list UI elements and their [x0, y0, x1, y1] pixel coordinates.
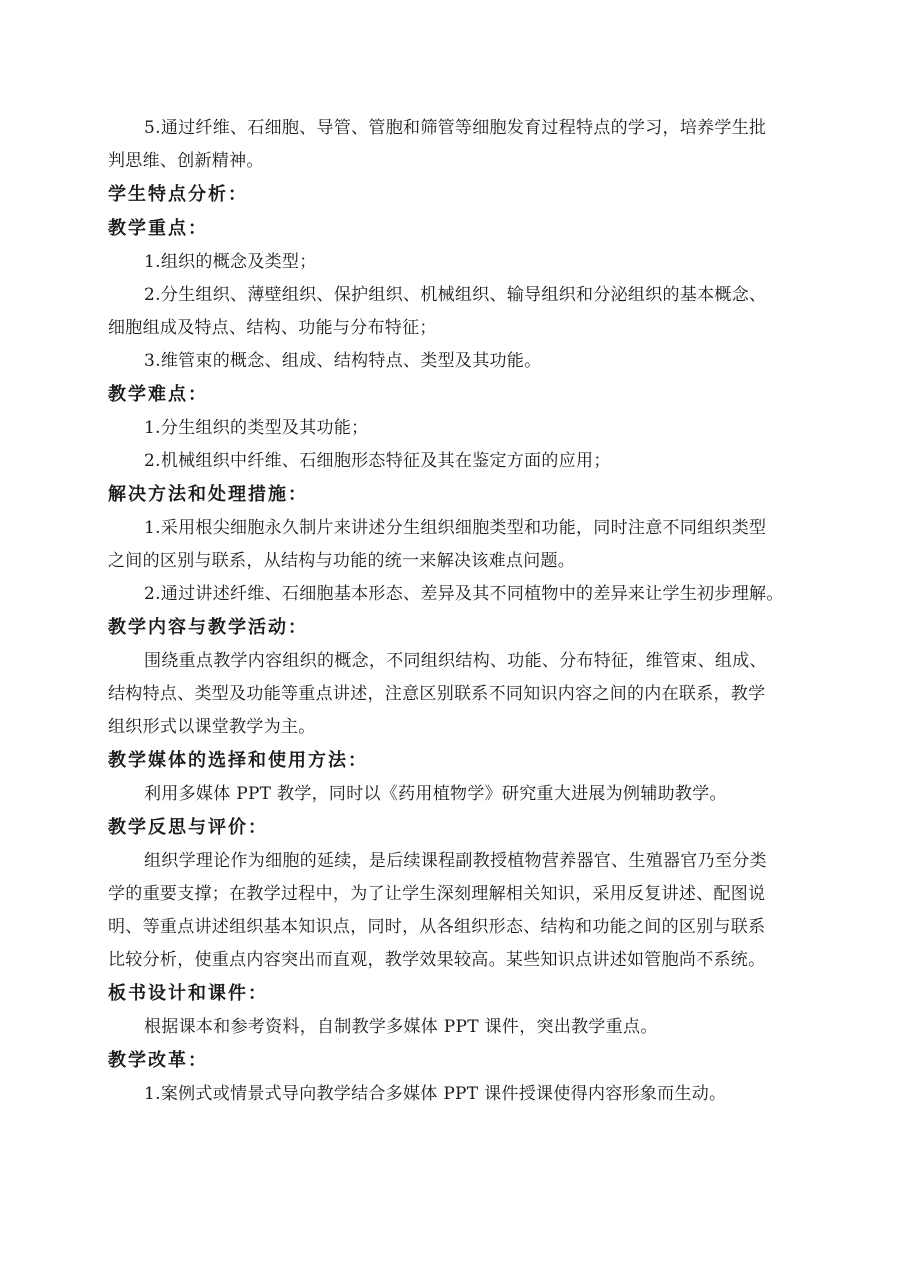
paragraph	[108, 279, 798, 345]
paragraph-line: 5.通过纤维、石细胞、导管、管胞和筛管等细胞发育过程特点的学习，培养学生批	[144, 118, 767, 138]
paragraph-line: 细胞组成及特点、结构、功能与分布特征；	[108, 318, 437, 338]
paragraph	[108, 412, 798, 445]
section-heading: 教学难点：	[108, 384, 208, 405]
paragraph-line: 1.案例式或情景式导向教学结合多媒体 PPT 课件授课使得内容形象而生动。	[144, 1084, 727, 1104]
paragraph-line: 3.维管束的概念、组成、结构特点、类型及其功能。	[144, 351, 542, 371]
paragraph-line: 学的重要支撑；在教学过程中，为了让学生深刻理解相关知识，采用反复讲述、配图说	[108, 884, 766, 904]
paragraph-line: 结构特点、类型及功能等重点讲述，注意区别联系不同知识内容之间的内在联系，教学	[108, 684, 766, 704]
section-heading: 教学反思与评价：	[108, 817, 268, 838]
paragraph-line: 根据课本和参考资料，自制教学多媒体 PPT 课件，突出教学重点。	[144, 1017, 658, 1037]
paragraph-line: 利用多媒体 PPT 教学，同时以《药用植物学》研究重大进展为例辅助教学。	[144, 784, 727, 804]
paragraph	[108, 512, 798, 578]
paragraph-line: 2.机械组织中纤维、石细胞形态特征及其在鉴定方面的应用；	[144, 451, 611, 471]
section-heading: 学生特点分析：	[108, 184, 248, 205]
paragraph	[108, 1011, 798, 1044]
paragraph-line: 组织形式以课堂教学为主。	[108, 717, 316, 737]
paragraph-line: 1.采用根尖细胞永久制片来讲述分生组织细胞类型和功能，同时注意不同组织类型	[144, 518, 767, 538]
paragraph-line: 之间的区别与联系，从结构与功能的统一来解决该难点问题。	[108, 551, 576, 571]
paragraph	[108, 445, 798, 478]
paragraph-line: 判思维、创新精神。	[108, 151, 264, 171]
document-page	[108, 112, 798, 1111]
paragraph-line: 明、等重点讲述组织基本知识点，同时，从各组织形态、结构和功能之间的区别与联系	[108, 917, 766, 937]
paragraph	[108, 845, 798, 977]
paragraph	[108, 345, 798, 378]
paragraph	[108, 578, 798, 611]
paragraph	[108, 1078, 798, 1111]
paragraph-line: 组织学理论作为细胞的延续，是后续课程副教授植物营养器官、生殖器官乃至分类	[144, 851, 767, 871]
paragraph-line: 1.分生组织的类型及其功能；	[144, 418, 369, 438]
paragraph-line: 2.通过讲述纤维、石细胞基本形态、差异及其不同植物中的差异来让学生初步理解。	[144, 584, 784, 604]
section-heading: 教学媒体的选择和使用方法：	[108, 750, 368, 771]
paragraph-line: 2.分生组织、薄壁组织、保护组织、机械组织、输导组织和分泌组织的基本概念、	[144, 285, 767, 305]
paragraph	[108, 645, 798, 744]
paragraph	[108, 246, 798, 279]
section-heading: 教学改革：	[108, 1050, 208, 1071]
paragraph	[108, 778, 798, 811]
paragraph-line: 比较分析，使重点内容突出而直观，教学效果较高。某些知识点讲述如管胞尚不系统。	[108, 950, 766, 970]
section-heading: 板书设计和课件：	[108, 983, 268, 1004]
section-heading: 教学内容与教学活动：	[108, 617, 308, 638]
paragraph-line: 围绕重点教学内容组织的概念，不同组织结构、功能、分布特征，维管束、组成、	[144, 651, 767, 671]
paragraph-line: 1.组织的概念及类型；	[144, 252, 317, 272]
paragraph	[108, 112, 798, 178]
section-heading: 教学重点：	[108, 218, 208, 239]
section-heading: 解决方法和处理措施：	[108, 484, 308, 505]
